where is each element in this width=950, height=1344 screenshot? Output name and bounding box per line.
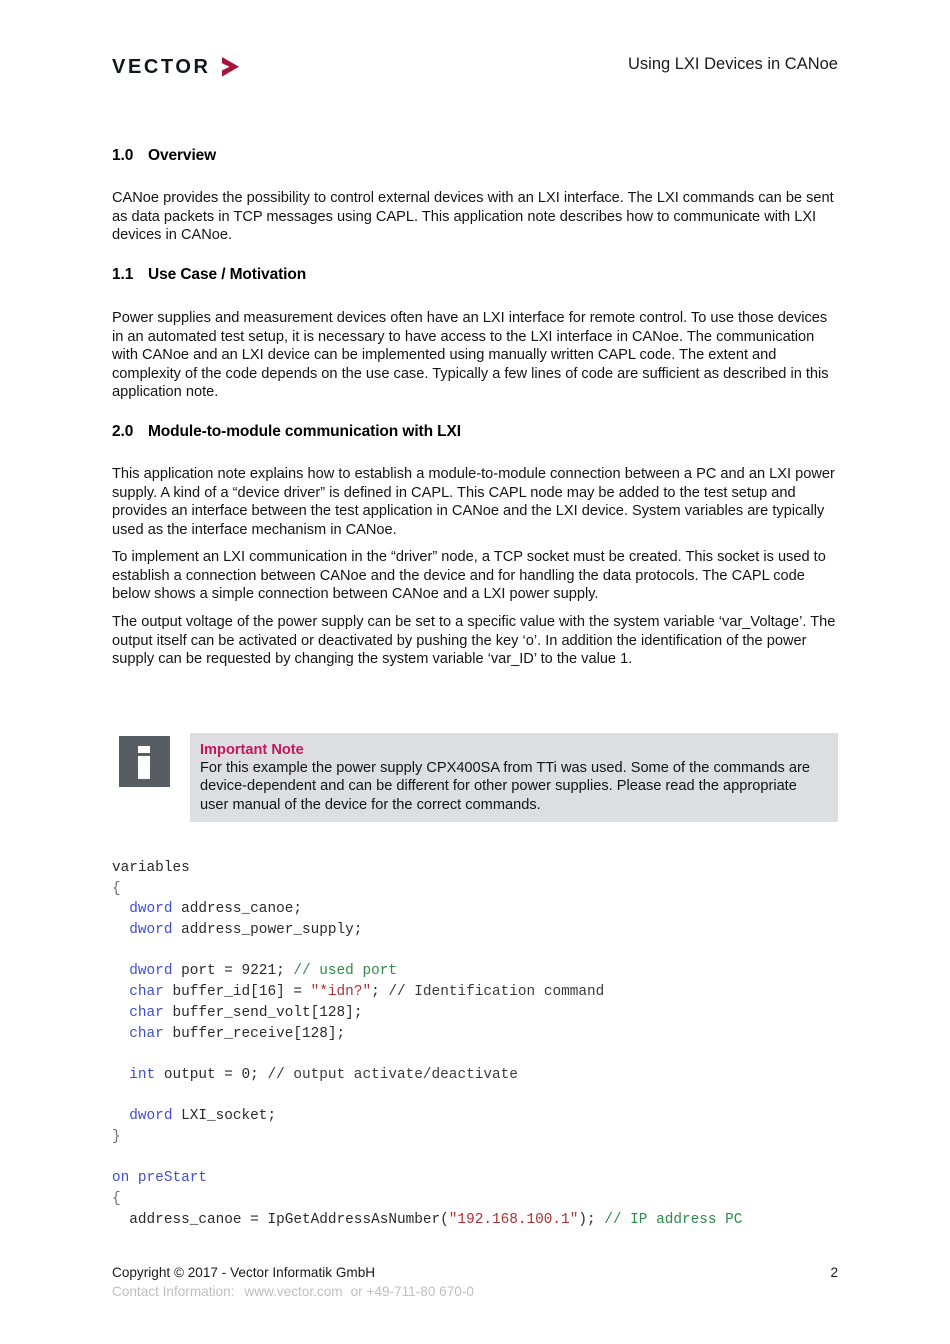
page-footer [112, 1265, 838, 1309]
code-token-keyword: dword [112, 963, 173, 980]
code-token-keyword: on preStart [112, 1170, 207, 1187]
code-token-string: "192.168.100.1" [448, 1211, 579, 1228]
section-title: Use Case / Motivation [148, 266, 307, 283]
section-2-0-paragraph-1: This application note explains how to establish a module-to-module connection between a PC and an LXI power supply. A kind of a “device driver” is defined in CAPL. This CAPL node may be added to the test setup and provides an interface between the test application in CANoe and the LXI device. System variables are typically used as the interface mechanism in CANoe. [112, 466, 835, 538]
vector-logo [112, 54, 242, 80]
section-2-0-paragraph-3: The output voltage of the power supply can be set to a specific value with the system variable ‘var_Voltage’. The output itself can be activated or deactivated by pushing the key ‘o’. In addition the identification of the power supply can be requested by changing the system variable ‘var_ID’ to the value 1. [112, 614, 836, 668]
code-line [112, 1065, 872, 1086]
footer-page-number: 2 [830, 1265, 838, 1280]
code-token-brace: { [112, 880, 121, 897]
section-title: Module-to-module communication with LXI [148, 423, 461, 440]
code-token-comment-neutral: // output activate/deactivate [267, 1066, 518, 1083]
code-line [112, 1003, 872, 1024]
section-2-0-paragraph-2: To implement an LXI communication in the “driver” node, a TCP socket must be created. This socket is used to establish a connection between CANoe and the device and for handling the data protocols. The CAPL code below shows a simple connection between CANoe and a LXI power supply. [112, 549, 826, 603]
code-line [112, 961, 872, 982]
code-token-plain: address_canoe = IpGetAddressAsNumber( [112, 1211, 449, 1228]
section-number: 2.0 [112, 423, 134, 440]
section-title: Overview [148, 147, 217, 164]
section-number: 1.0 [112, 147, 134, 164]
code-token-string: "*idn?" [310, 984, 372, 1001]
code-token-plain: ; [371, 984, 389, 1001]
section-heading-1-1 [112, 266, 838, 284]
section-heading-1-0 [112, 147, 838, 165]
code-line [112, 1148, 872, 1169]
code-token-keyword: dword [112, 1108, 173, 1125]
code-line [112, 858, 872, 879]
code-token-plain: address_canoe; [172, 901, 302, 918]
note-body: For this example the power supply CPX400SA from TTi was used. Some of the commands are device-dependent and can be different for other power supplies. Please read the appropriate user manual of the device for the correct commands. [200, 760, 810, 813]
header-title: Using LXI Devices in CANoe [627, 55, 838, 73]
code-line [112, 879, 872, 900]
code-token-plain: port = 9221; [172, 963, 294, 980]
code-token-plain: LXI_socket; [172, 1108, 277, 1125]
code-token-keyword: int [112, 1066, 156, 1083]
code-line [112, 1106, 872, 1127]
code-token-plain: ); [578, 1211, 605, 1228]
code-token-keyword: char [112, 1004, 164, 1021]
code-line [112, 1127, 872, 1148]
code-line [112, 982, 872, 1003]
section-number: 1.1 [112, 266, 134, 283]
code-token-keyword: char [112, 1025, 164, 1042]
code-token-comment: // IP address PC [604, 1211, 743, 1228]
section-heading-2-0 [112, 423, 838, 441]
section-1-1-paragraph-1: Power supplies and measurement devices often have an LXI interface for remote control. To use those devices in an automated test setup, it is necessary to have access to the LXI interface in CANoe. The communication with CANoe and an LXI device can be implemented using manually written CAPL code. The extent and complexity of the code depends on the use case. Typically a few lines of code are sufficient as described in this application note. [112, 310, 829, 401]
note-title: Important Note [200, 742, 304, 758]
code-token-brace: } [112, 1128, 121, 1145]
code-token-keyword: dword [112, 922, 173, 939]
footer-contact-label: Contact Information: [112, 1284, 235, 1299]
code-line [112, 920, 872, 941]
info-icon-dot [138, 746, 150, 753]
code-line [112, 1210, 872, 1231]
important-note [112, 733, 838, 823]
vector-logo-text: VECTOR [112, 56, 211, 78]
code-line [112, 1189, 872, 1210]
code-token-brace: { [112, 1191, 121, 1207]
chevron-right-arrow-icon [220, 55, 242, 79]
code-token-plain: address_power_supply; [172, 922, 363, 939]
code-line [112, 899, 872, 920]
code-token-comment-neutral: // Identification command [388, 984, 605, 1001]
code-token-comment: // used port [293, 963, 397, 980]
code-token-plain: output = 0; [155, 1066, 268, 1083]
footer-contact-url[interactable]: www.vector.com [244, 1284, 343, 1299]
section-1-0-paragraph-1: CANoe provides the possibility to control external devices with an LXI interface. The LXI commands can be sent as data packets in TCP messages using CAPL. This application note describes how to communicate with LXI devices in CANoe. [112, 190, 834, 244]
footer-contact-phone: or +49-711-80 670-0 [350, 1284, 474, 1299]
info-icon [119, 736, 170, 787]
code-line [112, 1044, 872, 1065]
capl-code-block [112, 858, 872, 1230]
code-token-plain: buffer_receive[128]; [163, 1025, 346, 1042]
code-token-keyword: char [112, 984, 164, 1001]
note-box [190, 733, 838, 822]
info-icon-stem [138, 756, 150, 779]
code-token-plain: variables [112, 860, 190, 876]
code-token-plain: buffer_id[16] = [163, 984, 311, 1001]
code-line [112, 941, 872, 962]
code-line [112, 1086, 872, 1107]
page-header [112, 48, 838, 90]
footer-copyright: Copyright © 2017 - Vector Informatik GmbH [112, 1265, 376, 1280]
code-line [112, 1024, 872, 1045]
code-line [112, 1168, 872, 1189]
footer-contact [112, 1284, 474, 1299]
code-token-keyword: dword [112, 901, 173, 918]
code-token-plain: buffer_send_volt[128]; [163, 1004, 363, 1021]
